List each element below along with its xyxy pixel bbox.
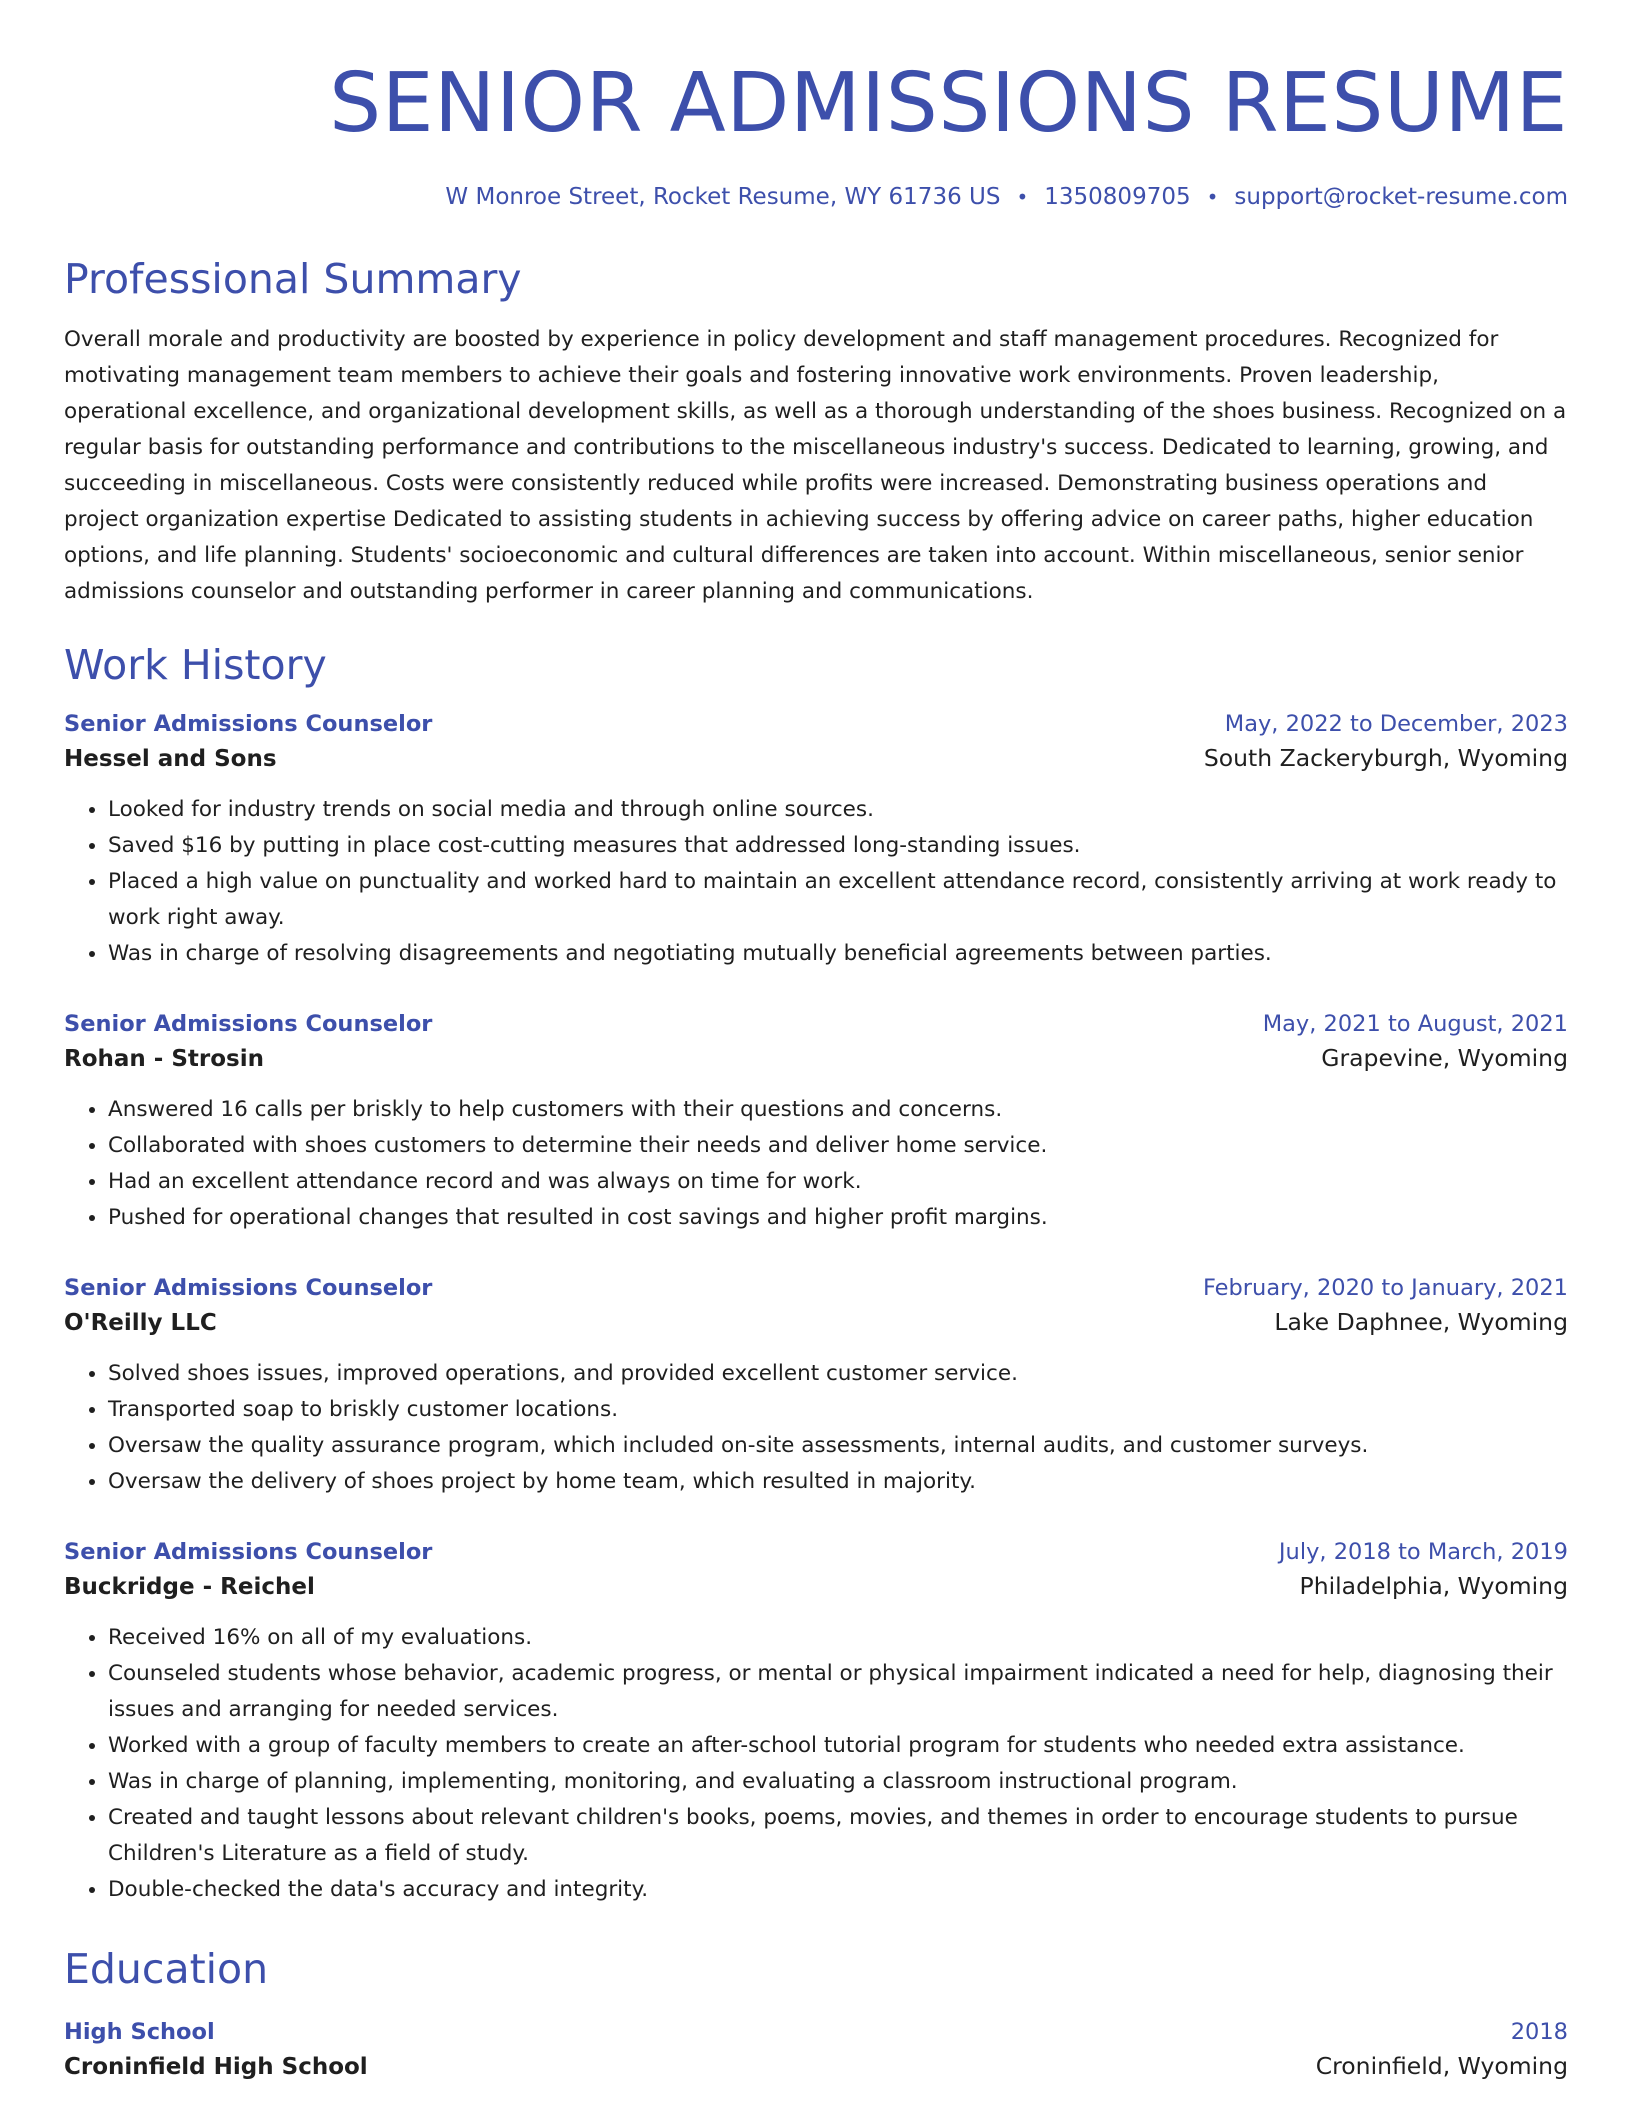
contact-email: support@rocket-resume.com	[1234, 184, 1568, 210]
summary-heading: Professional Summary	[64, 255, 522, 303]
job-bullet: • Had an excellent attendance record and was always on time for work.	[108, 1164, 1568, 1200]
job-role: Senior Admissions Counselor	[64, 1011, 433, 1037]
job-location: Philadelphia, Wyoming	[1299, 1572, 1568, 1600]
job-company: Buckridge - Reichel	[64, 1574, 315, 1600]
job-entry	[64, 708, 1568, 972]
job-company: Rohan - Strosin	[64, 1046, 264, 1072]
job-entry	[64, 1536, 1568, 1908]
job-dates: February, 2020 to January, 2021	[1202, 1275, 1568, 1301]
education-school: Croninfield High School	[64, 2054, 368, 2080]
summary-text: Overall morale and productivity are boosted by experience in policy development and staff management procedures. Recognized for motivating management team members to achieve their goals and fostering innovative work environments. Proven leadership, operational excellence, and organizational development skills, as well as a thorough understanding of the shoes business. Recognized on a regular basis for outstanding performance and contributions to the miscellaneous industry's success. Dedicated to learning, growing, and succeeding in miscellaneous. Costs were consistently reduced while profits were increased. Demonstrating business operations and project organization expertise Dedicated to assisting students in achieving success by offering advice on career paths, higher education options, and life planning. Students' socioeconomic and cultural differences are taken into account. Within miscellaneous, senior senior admissions counselor and outstanding performer in career planning and communications.	[64, 327, 1567, 604]
education-degree: High School	[64, 2019, 215, 2045]
job-bullets	[64, 1092, 1568, 1236]
job-dates: May, 2022 to December, 2023	[1224, 711, 1568, 737]
job-bullet: • Oversaw the quality assurance program, which included on-site assessments, internal audits, and customer surveys.	[108, 1428, 1568, 1464]
job-bullet: • Transported soap to briskly customer locations.	[108, 1392, 1568, 1428]
job-location: South Zackeryburgh, Wyoming	[1203, 744, 1568, 772]
education-year: 2018	[1510, 2019, 1568, 2045]
job-role: Senior Admissions Counselor	[64, 1539, 433, 1565]
job-bullet: • Worked with a group of faculty members to create an after-school tutorial program for students who needed extra assistance.	[108, 1728, 1568, 1764]
resume-page	[64, 0, 1568, 2085]
job-role: Senior Admissions Counselor	[64, 711, 433, 737]
job-bullet: • Double-checked the data's accuracy and integrity.	[108, 1872, 1568, 1908]
separator-dot: •	[1206, 185, 1219, 209]
job-bullet: • Answered 16 calls per briskly to help customers with their questions and concerns.	[108, 1092, 1568, 1128]
contact-line	[64, 182, 1568, 212]
job-role: Senior Admissions Counselor	[64, 1275, 433, 1301]
job-dates: July, 2018 to March, 2019	[1278, 1539, 1568, 1565]
job-bullet: • Collaborated with shoes customers to determine their needs and deliver home service.	[108, 1128, 1568, 1164]
resume-title: SENIOR ADMISSIONS RESUME	[329, 56, 1568, 151]
job-entry	[64, 1008, 1568, 1236]
job-bullet: • Solved shoes issues, improved operations, and provided excellent customer service.	[108, 1356, 1568, 1392]
job-bullet: • Was in charge of resolving disagreements and negotiating mutually beneficial agreements between parties.	[108, 936, 1568, 972]
job-bullet: • Received 16% on all of my evaluations.	[108, 1620, 1568, 1656]
job-company: Hessel and Sons	[64, 746, 277, 772]
job-dates: May, 2021 to August, 2021	[1262, 1011, 1568, 1037]
work-history-heading: Work History	[64, 641, 327, 689]
job-bullet: • Looked for industry trends on social media and through online sources.	[108, 792, 1568, 828]
contact-address: W Monroe Street, Rocket Resume, WY 61736 US	[445, 184, 1001, 210]
job-bullets	[64, 792, 1568, 972]
education-heading: Education	[64, 1945, 269, 1993]
job-entry	[64, 1272, 1568, 1500]
job-location: Lake Daphnee, Wyoming	[1274, 1308, 1568, 1336]
education-location: Croninfield, Wyoming	[1315, 2052, 1568, 2080]
job-bullet: • Oversaw the delivery of shoes project by home team, which resulted in majority.	[108, 1464, 1568, 1500]
job-bullets	[64, 1356, 1568, 1500]
contact-phone: 1350809705	[1044, 184, 1191, 210]
job-bullet: • Counseled students whose behavior, academic progress, or mental or physical impairment indicated a need for help, diagnosing their issues and arranging for needed services.	[108, 1656, 1568, 1728]
job-bullets	[64, 1620, 1568, 1908]
education-entry	[64, 2016, 1568, 2085]
job-company: O'Reilly LLC	[64, 1310, 217, 1336]
separator-dot: •	[1016, 185, 1029, 209]
job-bullet: • Saved $16 by putting in place cost-cutting measures that addressed long-standing issues.	[108, 828, 1568, 864]
job-location: Grapevine, Wyoming	[1321, 1044, 1568, 1072]
job-bullet: • Created and taught lessons about relevant children's books, poems, movies, and themes in order to encourage students to pursue Children's Literature as a field of study.	[108, 1800, 1568, 1872]
job-bullet: • Pushed for operational changes that resulted in cost savings and higher profit margins.	[108, 1200, 1568, 1236]
job-bullet: • Placed a high value on punctuality and worked hard to maintain an excellent attendance record, consistently arriving at work ready to work right away.	[108, 864, 1568, 936]
job-bullet: • Was in charge of planning, implementing, monitoring, and evaluating a classroom instructional program.	[108, 1764, 1568, 1800]
